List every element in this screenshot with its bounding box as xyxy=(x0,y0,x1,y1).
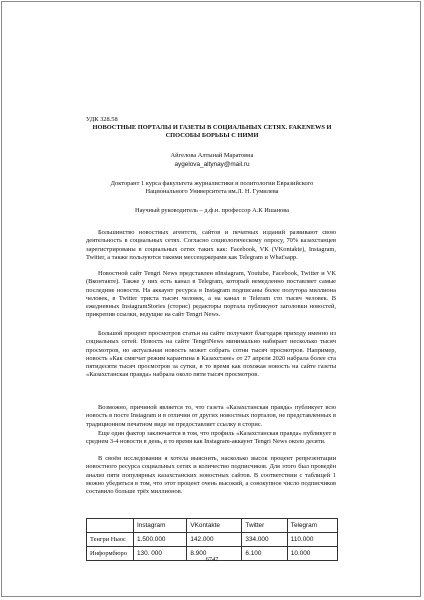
affiliation-line-2: Национального Университета им.Л. Н. Гумилева xyxy=(145,188,279,195)
table-cell: 130. 000 xyxy=(134,547,187,561)
subscribers-table xyxy=(86,518,338,561)
author-name: Айгелова Алтынай Маратовна xyxy=(170,152,254,159)
table-row xyxy=(87,533,338,547)
table-header-cell: Instagram xyxy=(134,519,187,533)
table-cell: 10.000 xyxy=(287,547,337,561)
supervisor: Научный руководитель – д.ф.н. профессор А.К Ишанова xyxy=(135,207,289,214)
table-header-row xyxy=(87,519,338,533)
table-header-cell: Telegram xyxy=(287,519,337,533)
table-header-cell: Twitter xyxy=(242,519,287,533)
udc-code: УДК 328.58 xyxy=(86,116,118,123)
paragraph-6: В своём исследовании я хотела выяснить, насколько высок процент репрезентации новостного ресурса социальных сетях и количество подписчиков. Для этого был проведён анализ пяти популярных казахстанских новостных сайтов. В соответствии с таблицей 1 можно убедиться в том, что этот процент очень высокий, а совокупное число подписчиков составило больше трёх миллионов. xyxy=(86,455,336,496)
paragraph-2: Новостной сайт Tengri News представлен вInstagram, Youtube, Facebook, Twitter и VK (Вконтакте). Также у них есть канал в Telegram, который немедленно поставляет самые последние новости. На аккаунт ресурса в Instagram подписаны более полутора миллиона человек, в Twitter триста тысяч человек, а на канал в Teleram сто тысяч человек. В ежедневных InstagramStories (сторис) редакторы портала публикуют заголовки новостей, прикрепив ссылки, ведущие на сайт Tengri News. xyxy=(86,270,336,319)
paragraph-5: Еще один фактор заключается в том, что профиль «Казахстанская правда» публикует в среднем 3-4 новости в день, в то время как Instagram-аккаунт Tengri News около десяти. xyxy=(86,430,336,446)
table-cell: 142.000 xyxy=(187,533,242,547)
table-cell: 334.000 xyxy=(242,533,287,547)
article-title-line-2: СПОСОБЫ БОРЬБЫ С НИМИ xyxy=(165,132,259,139)
author-email: aygelova_altynay@mail.ru xyxy=(174,161,250,168)
table-header-cell xyxy=(87,519,134,533)
table-cell: 6.100 xyxy=(242,547,287,561)
table-cell: Тенгри Ньюс xyxy=(87,533,134,547)
paragraph-4: Возможно, причиной является то, что газета «Казахстанская правда» публикует всю новость в посте Instagram и в отличии от других новостных порталов, не представленных в традиционном печатном виде не предоставляет ссылку в сторис. xyxy=(86,404,336,428)
affiliation xyxy=(80,180,344,196)
page-number: 6747 xyxy=(205,556,219,563)
table-cell: 1.500.000 xyxy=(134,533,187,547)
table-cell: Информбюро xyxy=(87,547,134,561)
paragraph-1: Большинство новостных агентств, сайтов и печатных изданий развивают свою деятельность в социальных сетях. Согласно социологическому опросу, 70% казахстанцев зарегистрированы в социальных сетях таких как: Facebook, VK (VKontakte), Instagram, Twitter, а также пользуются такими мессенджерами как Telegram и What'sapp. xyxy=(86,229,336,261)
paragraph-3: Большой процент просмотров статьи на сайте получают благодаря приходу именно из социальных сетей. Новость на сайте TengriNews минимально набирает несколько тысяч просмотров, но актуальная новость может собрать сотни тысяч просмотров. Например, новость «Как смягчат режим карантина в Казахстане» от 27 апреля 2020 набрала более ста пятидесяти тысяч просмотров за сутки, в то время как похожая новость на сайте газеты «Казахстанская правда» набрала около пяти тысяч просмотров. xyxy=(86,330,336,379)
article-title xyxy=(80,124,344,140)
table-cell: 8.900 xyxy=(187,547,242,561)
article-title-line-1: НОВОСТНЫЕ ПОРТАЛЫ И ГАЗЕТЫ В СОЦИАЛЬНЫХ СЕТЯХ. FAKENEWS И xyxy=(92,124,332,131)
affiliation-line-1: Докторант 1 курса факультета журналистики и политологии Евразийского xyxy=(110,180,314,187)
table-cell: 110.000 xyxy=(287,533,337,547)
table-header-cell: VKontakte xyxy=(187,519,242,533)
